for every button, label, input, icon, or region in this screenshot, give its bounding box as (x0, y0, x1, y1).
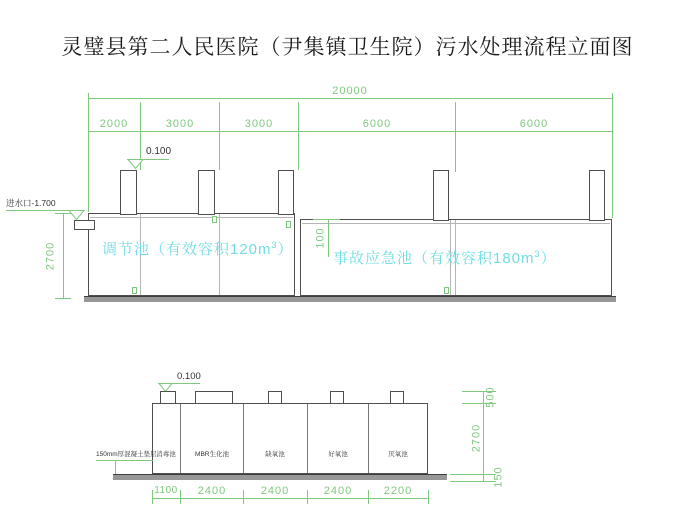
emergency-tank-label: 事故应急池（有效容积$180m^3$） (333, 249, 557, 267)
dim-500: 500 (484, 386, 497, 408)
roof-box-4 (330, 391, 344, 404)
riser-2 (198, 170, 215, 215)
elevation-triangle-icon (127, 159, 144, 169)
drawing-title: 灵璧县第二人民医院（尹集镇卫生院）污水处理流程立面图 (61, 35, 634, 59)
elevation-0100-label: 0.100 (146, 146, 172, 157)
riser-4 (433, 170, 449, 221)
roof-box-3 (268, 391, 282, 404)
dim-2700b: 2700 (470, 423, 483, 453)
inlet-pipe (74, 220, 95, 230)
dim-20000: 20000 (332, 85, 368, 97)
compartment-label-4: 好氧池 (328, 451, 348, 458)
compartment-label-3: 缺氧池 (265, 451, 285, 458)
dim-6000b: 6000 (519, 118, 549, 130)
roof-box-5 (390, 391, 404, 404)
dim-3000b: 3000 (244, 118, 274, 130)
dim-2200: 2200 (383, 485, 413, 497)
dim-2400a: 2400 (197, 485, 227, 497)
cad-marker (286, 221, 291, 228)
roof-box-2 (195, 391, 233, 404)
dim-2400b: 2400 (260, 485, 290, 497)
riser-3 (278, 170, 294, 215)
treatment-tank-body (152, 403, 428, 474)
dim-2000: 2000 (99, 118, 129, 130)
inlet-label: 进水口-1.700 (6, 198, 56, 208)
dim-100: 100 (314, 227, 327, 249)
compartment-label-2: MBR生化池 (195, 451, 229, 458)
dim-3000a: 3000 (165, 118, 195, 130)
dim-6000a: 6000 (362, 118, 392, 130)
regulating-tank-label: 调节池（有效容积$120m^3$） (102, 240, 294, 258)
roof-box-1 (160, 391, 176, 404)
elevation-0100-label-2: 0.100 (177, 371, 201, 382)
cad-marker (212, 216, 217, 223)
compartment-label-5: 厌氧池 (388, 451, 408, 458)
top-base-slab (84, 296, 616, 302)
riser-1 (120, 170, 137, 215)
dim-2400c: 2400 (323, 485, 353, 497)
dim-2700: 2700 (44, 241, 57, 271)
cad-marker (444, 287, 449, 294)
riser-5 (589, 170, 605, 221)
dim-150: 150 (492, 466, 505, 488)
cad-marker (132, 287, 137, 294)
compartment-label-1: 消毒池 (156, 451, 176, 458)
inlet-triangle-icon (68, 210, 85, 220)
bottom-base-slab (113, 474, 447, 480)
cushion-label: 150mm厚混凝土垫层 (96, 451, 157, 458)
dim-1100: 1100 (154, 485, 178, 496)
